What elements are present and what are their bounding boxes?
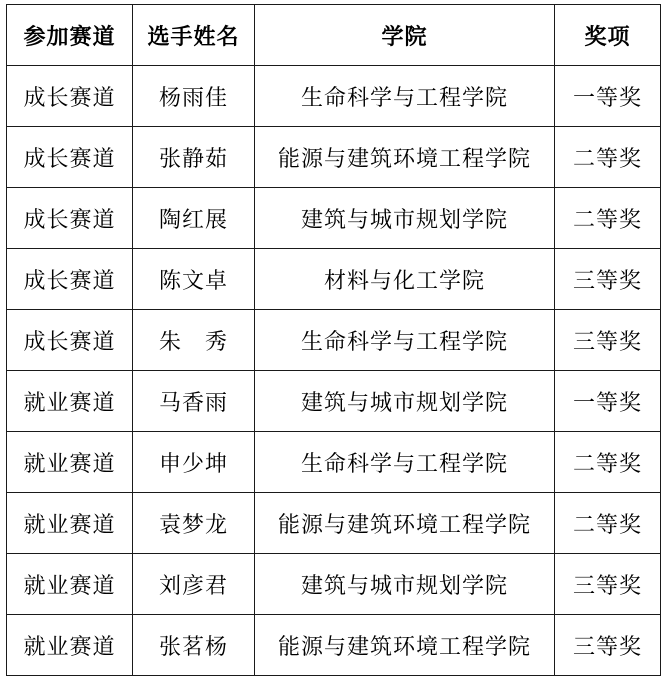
cell-contestant-name: 陶红展 bbox=[133, 188, 255, 249]
cell-college: 材料与化工学院 bbox=[255, 249, 555, 310]
cell-award: 一等奖 bbox=[555, 66, 661, 127]
cell-award: 三等奖 bbox=[555, 615, 661, 676]
cell-track: 就业赛道 bbox=[7, 554, 133, 615]
cell-college: 生命科学与工程学院 bbox=[255, 310, 555, 371]
cell-college: 建筑与城市规划学院 bbox=[255, 188, 555, 249]
cell-award: 二等奖 bbox=[555, 127, 661, 188]
cell-contestant-name: 刘彦君 bbox=[133, 554, 255, 615]
cell-track: 成长赛道 bbox=[7, 66, 133, 127]
cell-college: 能源与建筑环境工程学院 bbox=[255, 615, 555, 676]
table-row bbox=[7, 188, 661, 249]
cell-award: 三等奖 bbox=[555, 310, 661, 371]
cell-college: 生命科学与工程学院 bbox=[255, 432, 555, 493]
cell-track: 就业赛道 bbox=[7, 371, 133, 432]
header-college: 学院 bbox=[255, 5, 555, 66]
cell-contestant-name: 袁梦龙 bbox=[133, 493, 255, 554]
cell-contestant-name: 张茗杨 bbox=[133, 615, 255, 676]
cell-college: 建筑与城市规划学院 bbox=[255, 371, 555, 432]
cell-college: 建筑与城市规划学院 bbox=[255, 554, 555, 615]
cell-track: 就业赛道 bbox=[7, 493, 133, 554]
cell-track: 成长赛道 bbox=[7, 249, 133, 310]
cell-award: 一等奖 bbox=[555, 371, 661, 432]
header-track: 参加赛道 bbox=[7, 5, 133, 66]
cell-award: 三等奖 bbox=[555, 249, 661, 310]
cell-contestant-name: 张静茹 bbox=[133, 127, 255, 188]
cell-track: 就业赛道 bbox=[7, 615, 133, 676]
cell-track: 就业赛道 bbox=[7, 432, 133, 493]
table-row bbox=[7, 310, 661, 371]
header-award: 奖项 bbox=[555, 5, 661, 66]
cell-track: 成长赛道 bbox=[7, 310, 133, 371]
table-row bbox=[7, 615, 661, 676]
table-row bbox=[7, 432, 661, 493]
cell-contestant-name: 陈文卓 bbox=[133, 249, 255, 310]
cell-award: 三等奖 bbox=[555, 554, 661, 615]
table-row bbox=[7, 66, 661, 127]
cell-college: 能源与建筑环境工程学院 bbox=[255, 127, 555, 188]
cell-track: 成长赛道 bbox=[7, 127, 133, 188]
cell-contestant-name: 杨雨佳 bbox=[133, 66, 255, 127]
awards-table bbox=[6, 4, 661, 676]
table-row bbox=[7, 493, 661, 554]
cell-contestant-name: 申少坤 bbox=[133, 432, 255, 493]
cell-award: 二等奖 bbox=[555, 493, 661, 554]
cell-contestant-name: 朱 秀 bbox=[133, 310, 255, 371]
header-contestant-name: 选手姓名 bbox=[133, 5, 255, 66]
cell-track: 成长赛道 bbox=[7, 188, 133, 249]
table-header-row bbox=[7, 5, 661, 66]
cell-award: 二等奖 bbox=[555, 188, 661, 249]
table-row bbox=[7, 554, 661, 615]
cell-college: 能源与建筑环境工程学院 bbox=[255, 493, 555, 554]
table-row bbox=[7, 127, 661, 188]
table-row bbox=[7, 371, 661, 432]
cell-contestant-name: 马香雨 bbox=[133, 371, 255, 432]
cell-college: 生命科学与工程学院 bbox=[255, 66, 555, 127]
cell-award: 二等奖 bbox=[555, 432, 661, 493]
table-row bbox=[7, 249, 661, 310]
